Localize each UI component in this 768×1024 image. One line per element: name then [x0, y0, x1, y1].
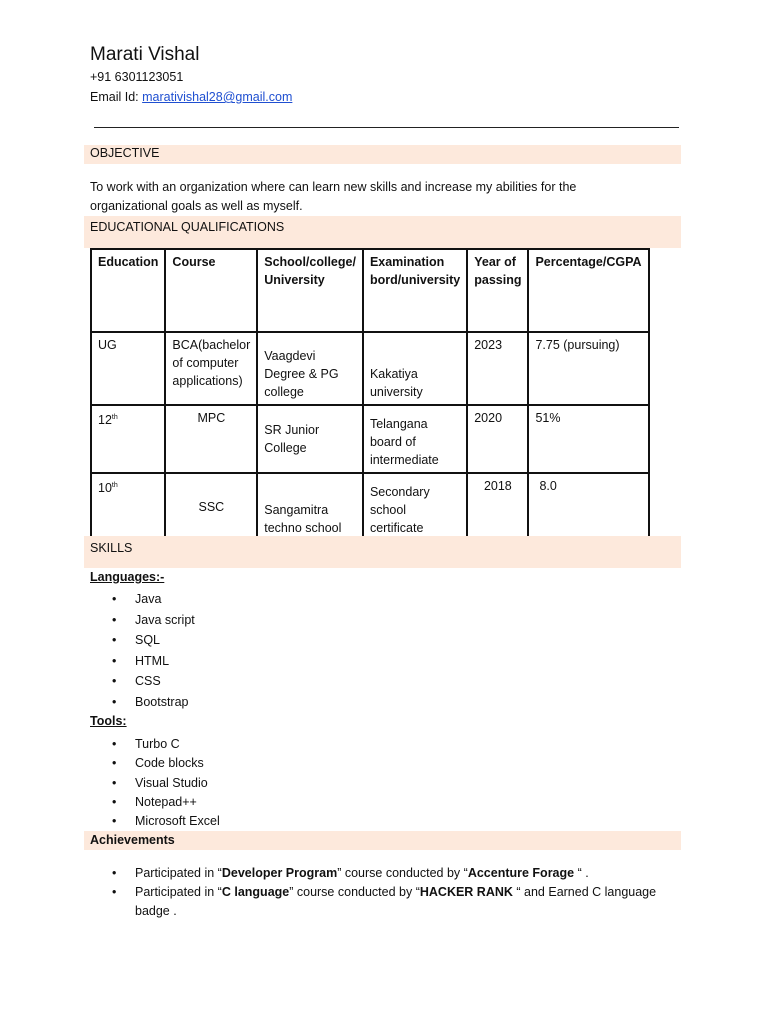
achievement-text [135, 883, 672, 921]
language-item: Java [135, 592, 162, 606]
bullet: • [112, 633, 117, 648]
tools-label: Tools: [90, 714, 127, 728]
list-item [112, 812, 220, 831]
table-row [91, 405, 649, 473]
row-school: Sangamitra techno school [257, 473, 363, 541]
objective-heading: OBJECTIVE [90, 146, 160, 160]
header-education: Education [91, 249, 165, 332]
objective-text: To work with an organization where can learn new skills and increase my abilities for the organizational goals as well as myself. [90, 180, 577, 213]
row-course: SSC [165, 473, 257, 541]
list-item [112, 735, 220, 754]
row-exam: Secondary school certificate [363, 473, 467, 541]
candidate-name: Marati Vishal [90, 44, 200, 65]
language-item: Java script [135, 612, 195, 627]
language-item: HTML [135, 653, 170, 668]
row-course: MPC [165, 405, 257, 473]
row-percentage: 8.0 [528, 473, 648, 541]
list-item [112, 754, 220, 773]
row-exam: Kakatiya university [363, 332, 467, 405]
table-header-row [91, 249, 649, 332]
skills-heading: SKILLS [90, 541, 133, 555]
email-label: Email Id: [90, 90, 139, 104]
tool-item: Code blocks [135, 756, 204, 771]
list-item [112, 671, 195, 692]
achievement-pre: Participated in “ [135, 885, 222, 899]
row-education-value: 12 [98, 413, 112, 428]
row-education: UG [91, 332, 165, 405]
achievement-organizer: HACKER RANK [419, 885, 513, 899]
tool-item: Turbo C [135, 737, 180, 751]
education-table [90, 248, 650, 542]
row-exam: Telangana board of intermediate [363, 405, 467, 473]
skills-heading-band [84, 536, 681, 568]
header-school: School/college/ University [257, 249, 363, 332]
header-divider [94, 127, 679, 128]
header-year: Year of passing [467, 249, 528, 332]
objective-heading-band [84, 145, 681, 164]
row-percentage: 51% [528, 405, 648, 473]
row-year: 2020 [467, 405, 528, 473]
list-item [112, 774, 220, 793]
language-item: Bootstrap [135, 694, 189, 709]
header-percentage: Percentage/CGPA [528, 249, 648, 332]
education-heading-band [84, 216, 681, 248]
list-item [112, 793, 220, 812]
bullet: • [112, 592, 117, 606]
achievement-text [135, 864, 589, 883]
list-item [112, 610, 195, 631]
language-item: SQL [135, 633, 161, 648]
achievement-post: “ and Earned C language badge . [135, 885, 657, 918]
language-item: CSS [135, 674, 161, 689]
table-row [91, 332, 649, 405]
row-school: Vaagdevi Degree & PG college [257, 332, 363, 405]
row-education [91, 473, 165, 541]
bullet: • [112, 866, 117, 880]
tool-item: Microsoft Excel [135, 814, 220, 829]
achievement-program: C language [221, 885, 290, 899]
header-exam: Examination bord/university [363, 249, 467, 332]
bullet: • [112, 775, 117, 790]
achievement-mid: ” course conducted by “ [289, 885, 420, 899]
bullet: • [112, 756, 117, 771]
bullet: • [112, 653, 117, 668]
tools-list [112, 735, 220, 831]
list-item [112, 651, 195, 672]
email-line [90, 90, 292, 104]
achievement-program: Developer Program [221, 866, 338, 880]
tool-item: Visual Studio [135, 775, 208, 790]
achievements-heading: Achievements [90, 833, 175, 847]
achievements-list [112, 864, 672, 921]
achievements-heading-band [84, 831, 681, 850]
list-item [112, 864, 672, 883]
languages-label: Languages:- [90, 570, 165, 584]
row-education [91, 405, 165, 473]
bullet: • [112, 612, 117, 627]
languages-list [112, 589, 195, 713]
achievement-mid: ” course conducted by “ [337, 866, 468, 880]
row-school: SR Junior College [257, 405, 363, 473]
list-item [112, 589, 195, 610]
tool-item: Notepad++ [135, 794, 197, 809]
row-course: BCA(bachelor of computer applications) [165, 332, 257, 405]
list-item [112, 692, 195, 713]
header-course: Course [165, 249, 257, 332]
row-education-value: 10 [98, 481, 112, 496]
achievement-organizer: Accenture Forage [467, 866, 575, 880]
bullet: • [112, 694, 117, 709]
row-year: 2023 [467, 332, 528, 405]
bullet: • [112, 737, 117, 751]
row-education-suffix: th [111, 414, 118, 421]
row-year: 2018 [467, 473, 528, 541]
row-percentage: 7.75 (pursuing) [528, 332, 648, 405]
achievement-post: “ . [574, 866, 589, 880]
list-item [112, 883, 672, 921]
row-education-suffix: th [111, 482, 118, 489]
email-link[interactable]: marativishal28@gmail.com [142, 90, 293, 104]
achievement-pre: Participated in “ [135, 866, 222, 880]
phone-number: +91 6301123051 [90, 70, 184, 84]
bullet: • [112, 794, 117, 809]
bullet: • [112, 885, 117, 899]
list-item [112, 630, 195, 651]
bullet: • [112, 814, 117, 829]
education-heading: EDUCATIONAL QUALIFICATIONS [90, 220, 285, 234]
table-row [91, 473, 649, 541]
bullet: • [112, 674, 117, 689]
